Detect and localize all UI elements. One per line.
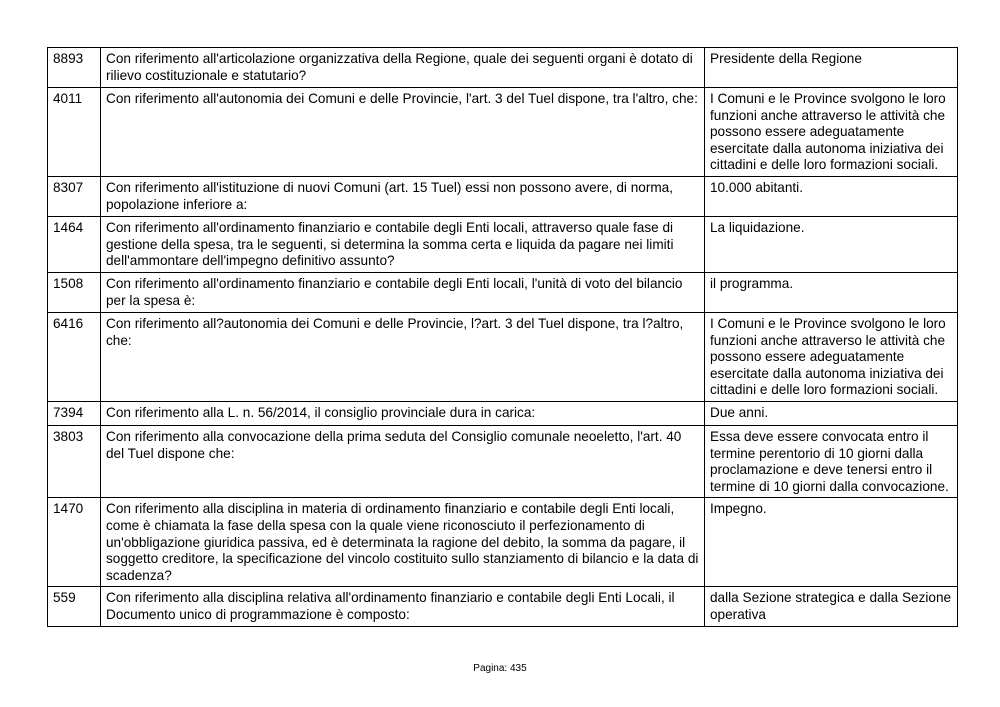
question-id-cell: 1464 [48, 217, 101, 273]
answer-text-cell: I Comuni e le Province svolgono le loro funzioni anche attraverso le attività che possono essere adeguatamente esercitate dalla autonoma iniziativa dei cittadini e delle loro formazioni sociali. [705, 313, 958, 402]
answer-text-cell: I Comuni e le Province svolgono le loro funzioni anche attraverso le attività che possono essere adeguatamente esercitate dalla autonoma iniziativa dei cittadini e delle loro formazioni sociali. [705, 88, 958, 177]
question-id-cell: 4011 [48, 88, 101, 177]
question-text-cell: Con riferimento all'articolazione organizzativa della Regione, quale dei seguenti organi è dotato di rilievo costituzionale e statutario? [101, 48, 705, 88]
answer-text-cell: Presidente della Regione [705, 48, 958, 88]
question-answer-table [47, 47, 958, 627]
question-id-cell: 1470 [48, 498, 101, 587]
question-id-cell: 1508 [48, 273, 101, 313]
table-row [48, 402, 958, 426]
table-row [48, 426, 958, 498]
table-row [48, 587, 958, 627]
question-id-cell: 8893 [48, 48, 101, 88]
question-id-cell: 7394 [48, 402, 101, 426]
question-text-cell: Con riferimento all'ordinamento finanziario e contabile degli Enti locali, l'unità di voto del bilancio per la spesa è: [101, 273, 705, 313]
table-row [48, 88, 958, 177]
answer-text-cell: 10.000 abitanti. [705, 177, 958, 217]
table-row [48, 313, 958, 402]
answer-text-cell: Impegno. [705, 498, 958, 587]
question-text-cell: Con riferimento alla L. n. 56/2014, il consiglio provinciale dura in carica: [101, 402, 705, 426]
question-text-cell: Con riferimento all'ordinamento finanziario e contabile degli Enti locali, attraverso quale fase di gestione della spesa, tra le seguenti, si determina la somma certa e liquida da pagare nei limiti dell'ammontare dell'impegno definitivo assunto? [101, 217, 705, 273]
answer-text-cell: Essa deve essere convocata entro il termine perentorio di 10 giorni dalla proclamazione e deve tenersi entro il termine di 10 giorni dalla convocazione. [705, 426, 958, 498]
question-text-cell: Con riferimento all?autonomia dei Comuni e delle Provincie, l?art. 3 del Tuel dispone, tra l?altro, che: [101, 313, 705, 402]
answer-text-cell: Due anni. [705, 402, 958, 426]
question-id-cell: 559 [48, 587, 101, 627]
page-number-footer: Pagina: 435 [473, 663, 527, 674]
table-row [48, 177, 958, 217]
answer-text-cell: il programma. [705, 273, 958, 313]
table-row [48, 273, 958, 313]
question-id-cell: 3803 [48, 426, 101, 498]
question-text-cell: Con riferimento all'istituzione di nuovi Comuni (art. 15 Tuel) essi non possono avere, di norma, popolazione inferiore a: [101, 177, 705, 217]
question-id-cell: 8307 [48, 177, 101, 217]
question-text-cell: Con riferimento alla disciplina relativa all'ordinamento finanziario e contabile degli Enti Locali, il Documento unico di programmazione è composto: [101, 587, 705, 627]
question-text-cell: Con riferimento all'autonomia dei Comuni e delle Provincie, l'art. 3 del Tuel dispone, tra l'altro, che: [101, 88, 705, 177]
question-text-cell: Con riferimento alla convocazione della prima seduta del Consiglio comunale neoeletto, l'art. 40 del Tuel dispone che: [101, 426, 705, 498]
answer-text-cell: dalla Sezione strategica e dalla Sezione operativa [705, 587, 958, 627]
question-id-cell: 6416 [48, 313, 101, 402]
table-row [48, 498, 958, 587]
table-row [48, 48, 958, 88]
answer-text-cell: La liquidazione. [705, 217, 958, 273]
table-row [48, 217, 958, 273]
question-text-cell: Con riferimento alla disciplina in materia di ordinamento finanziario e contabile degli Enti locali, come è chiamata la fase della spesa con la quale viene riconosciuto il perfezionamento di un'obbligazione giuridica passiva, ed è determinata la ragione del debito, la somma da pagare, il soggetto creditore, la specificazione del vincolo costituito sullo stanziamento di bilancio e la data di scadenza? [101, 498, 705, 587]
